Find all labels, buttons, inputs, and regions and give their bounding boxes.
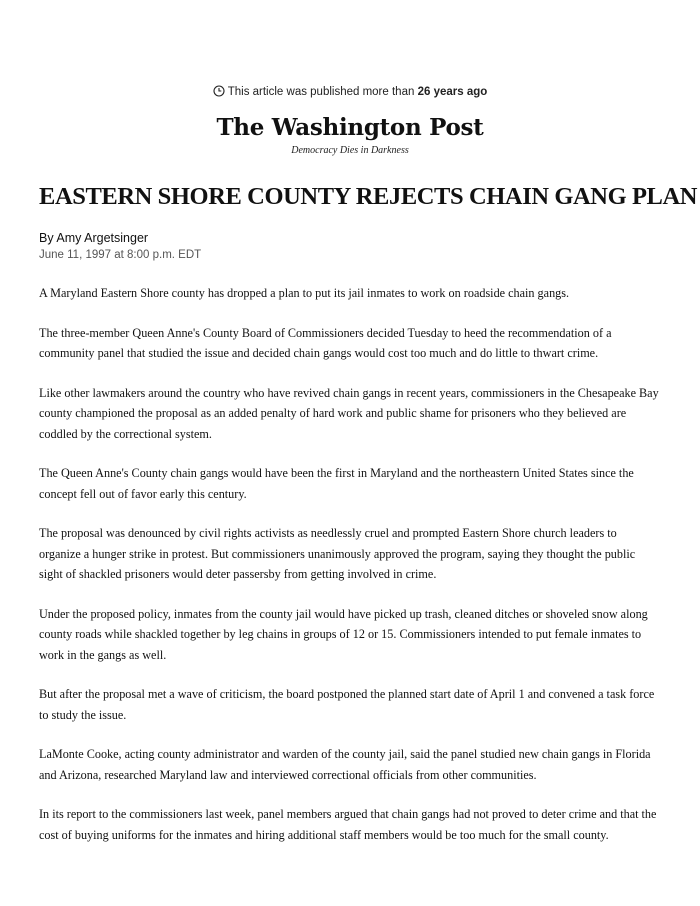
paragraph: Under the proposed policy, inmates from the county jail would have picked up trash, cleaned ditches or shoveled snow along county roads while shackled together by leg chains in groups of 12 or 15. Commissioners intended to put female inmates to work in the gangs as well.: [39, 606, 648, 662]
paragraph: But after the proposal met a wave of criticism, the board postponed the planned start date of April 1 and convened a task force to study the issue.: [39, 687, 655, 722]
article-date: June 11, 1997 at 8:00 p.m. EDT: [39, 249, 202, 261]
notice-text: This article was published more than: [227, 86, 415, 98]
article-body: [39, 283, 661, 864]
article-headline: EASTERN SHORE COUNTY REJECTS CHAIN GANG PLAN: [39, 183, 698, 210]
paragraph: In its report to the commissioners last week, panel members argued that chain gangs had not proved to deter crime and that the cost of buying uniforms for the inmates and hiring additional staff members would be too much for the small county.: [39, 807, 657, 842]
paragraph: Like other lawmakers around the country who have revived chain gangs in recent years, commissioners in the Chesapeake Bay county championed the proposal as an added penalty of hard work and public shame for prisoners who they believed are coddled by the correctional system.: [39, 385, 659, 441]
publication-logo[interactable]: The Washington Post: [216, 114, 484, 141]
paragraph: LaMonte Cooke, acting county administrator and warden of the county jail, said the panel studied new chain gangs in Florida and Arizona, researched Maryland law and interviewed correctional officials from other communities.: [39, 747, 651, 782]
paragraph: The Queen Anne's County chain gangs would have been the first in Maryland and the northeastern United States since the concept fell out of favor early this century.: [39, 466, 634, 501]
paragraph: The three-member Queen Anne's County Board of Commissioners decided Tuesday to heed the recommendation of a community panel that studied the issue and decided chain gangs would cost too much and do little to thwart crime.: [39, 325, 612, 360]
clock-icon: [213, 85, 225, 100]
publication-tagline: Democracy Dies in Darkness: [291, 145, 409, 156]
archive-notice: [0, 85, 700, 100]
notice-age: 26 years ago: [417, 86, 488, 98]
paragraph: The proposal was denounced by civil rights activists as needlessly cruel and prompted Eastern Shore church leaders to organize a hunger strike in protest. But commissioners unanimously approved the program, saying they thought the public sight of shackled prisoners would deter passersby from getting involved in crime.: [39, 526, 636, 581]
article-byline[interactable]: By Amy Argetsinger: [39, 231, 149, 245]
paragraph: A Maryland Eastern Shore county has dropped a plan to put its jail inmates to work on roadside chain gangs.: [39, 286, 570, 300]
